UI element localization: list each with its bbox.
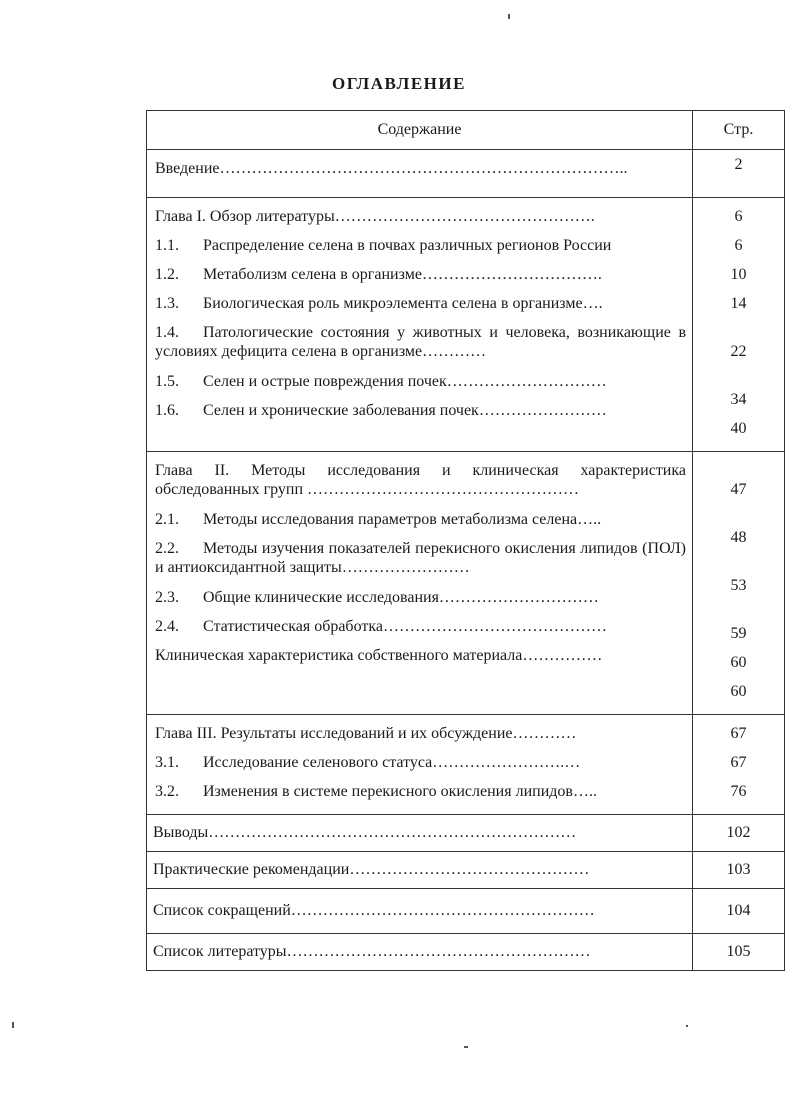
item-text: Селен и хронические заболевания почек……………………	[203, 402, 607, 419]
item-number: 2.4.	[155, 618, 179, 635]
item-number: 1.1.	[155, 237, 179, 254]
header-page: Стр.	[693, 111, 785, 150]
chapter2-title: Глава II. Методы исследования и клиническая характеристика обследованных групп ……………………………………………	[155, 462, 686, 498]
item-text: Распределение селена в почвах различных регионов России	[203, 237, 612, 254]
toc-item-1-1	[155, 231, 686, 260]
item-number: 2.2.	[155, 540, 179, 557]
toc-table	[146, 110, 785, 971]
scan-speck	[12, 1022, 14, 1028]
item-page: 6	[734, 237, 743, 254]
item-number: 3.2.	[155, 783, 179, 800]
toc-header-row	[147, 111, 785, 150]
toc-item-2-1	[155, 505, 686, 534]
item-page: 60	[730, 654, 747, 671]
item-number: 1.3.	[155, 295, 179, 312]
toc-item-3-2	[155, 777, 686, 806]
toc-item-1-3	[155, 289, 686, 318]
item-number: 1.6.	[155, 402, 179, 419]
item-number: 1.5.	[155, 373, 179, 390]
toc-item-1-2	[155, 260, 686, 289]
toc-item-3-1	[155, 748, 686, 777]
item-text: Патологические состояния у животных и человека, возникающие в условиях дефицита селена в организме…………	[155, 324, 686, 360]
toc-row-conclusions	[147, 815, 785, 852]
item-text: Исследование селенового статуса…………………….…	[203, 754, 581, 771]
item-page: 14	[730, 295, 747, 312]
item-number: 3.1.	[155, 754, 179, 771]
toc-item-1-4	[155, 318, 686, 367]
item-number: 2.3.	[155, 589, 179, 606]
conclusions-text: Выводы……………………………………………………………	[147, 815, 693, 852]
conclusions-page: 102	[693, 815, 785, 852]
toc-row-chapter1	[147, 198, 785, 452]
toc-row-references	[147, 934, 785, 971]
item-text: Метаболизм селена в организме…………………………….	[203, 266, 602, 283]
intro-text: Введение…………………………………………………………………..	[155, 160, 628, 177]
item-text: Методы исследования параметров метаболизма селена…..	[203, 511, 602, 528]
recommendations-page: 103	[693, 852, 785, 889]
item-page: 76	[730, 783, 747, 800]
scan-speck	[508, 14, 510, 19]
abbreviations-text: Список сокращений…………………………………………………	[147, 889, 693, 934]
header-content: Содержание	[147, 111, 693, 150]
scan-speck	[464, 1046, 468, 1048]
item-text: Методы изучения показателей перекисного окисления липидов (ПОЛ) и антиоксидантной защиты……………………	[155, 540, 686, 576]
chapter3-page: 67	[730, 725, 747, 742]
page-title: ОГЛАВЛЕНИЕ	[332, 74, 466, 93]
chapter3-title: Глава III. Результаты исследований и их обсуждение…………	[155, 725, 577, 742]
item-text: Биологическая роль микроэлемента селена в организме….	[203, 295, 603, 312]
item-text: Общие клинические исследования…………………………	[203, 589, 599, 606]
toc-item-1-5	[155, 367, 686, 396]
item-page: 10	[730, 266, 747, 283]
toc-row-chapter3	[147, 715, 785, 815]
item-text: Статистическая обработка……………………………………	[203, 618, 607, 635]
item-page: 60	[730, 683, 747, 700]
toc-item-2-4	[155, 612, 686, 641]
item-page: 40	[730, 420, 747, 437]
toc-item-clinical: Клиническая характеристика собственного материала……………	[155, 647, 603, 664]
recommendations-text: Практические рекомендации………………………………………	[147, 852, 693, 889]
references-text: Список литературы…………………………………………………	[147, 934, 693, 971]
toc-row-intro	[147, 150, 785, 198]
scan-speck	[686, 1025, 688, 1027]
item-page: 22	[730, 343, 747, 360]
item-number: 1.4.	[155, 324, 179, 341]
item-page: 48	[730, 529, 747, 546]
chapter2-page: 47	[730, 481, 747, 498]
item-page: 53	[730, 577, 747, 594]
intro-page: 2	[734, 156, 743, 173]
references-page: 105	[693, 934, 785, 971]
chapter1-page: 6	[734, 208, 743, 225]
item-page: 59	[730, 625, 747, 642]
toc-item-2-2	[155, 534, 686, 583]
item-text: Селен и острые повреждения почек…………………………	[203, 373, 607, 390]
toc-row-abbreviations	[147, 889, 785, 934]
toc-item-2-3	[155, 583, 686, 612]
toc-row-recommendations	[147, 852, 785, 889]
chapter1-title: Глава I. Обзор литературы………………………………………….	[155, 208, 595, 225]
item-number: 1.2.	[155, 266, 179, 283]
item-page: 34	[730, 391, 747, 408]
item-text: Изменения в системе перекисного окисления липидов…..	[203, 783, 597, 800]
item-number: 2.1.	[155, 511, 179, 528]
abbreviations-page: 104	[693, 889, 785, 934]
item-page: 67	[730, 754, 747, 771]
toc-row-chapter2	[147, 452, 785, 715]
toc-item-1-6	[155, 396, 686, 425]
